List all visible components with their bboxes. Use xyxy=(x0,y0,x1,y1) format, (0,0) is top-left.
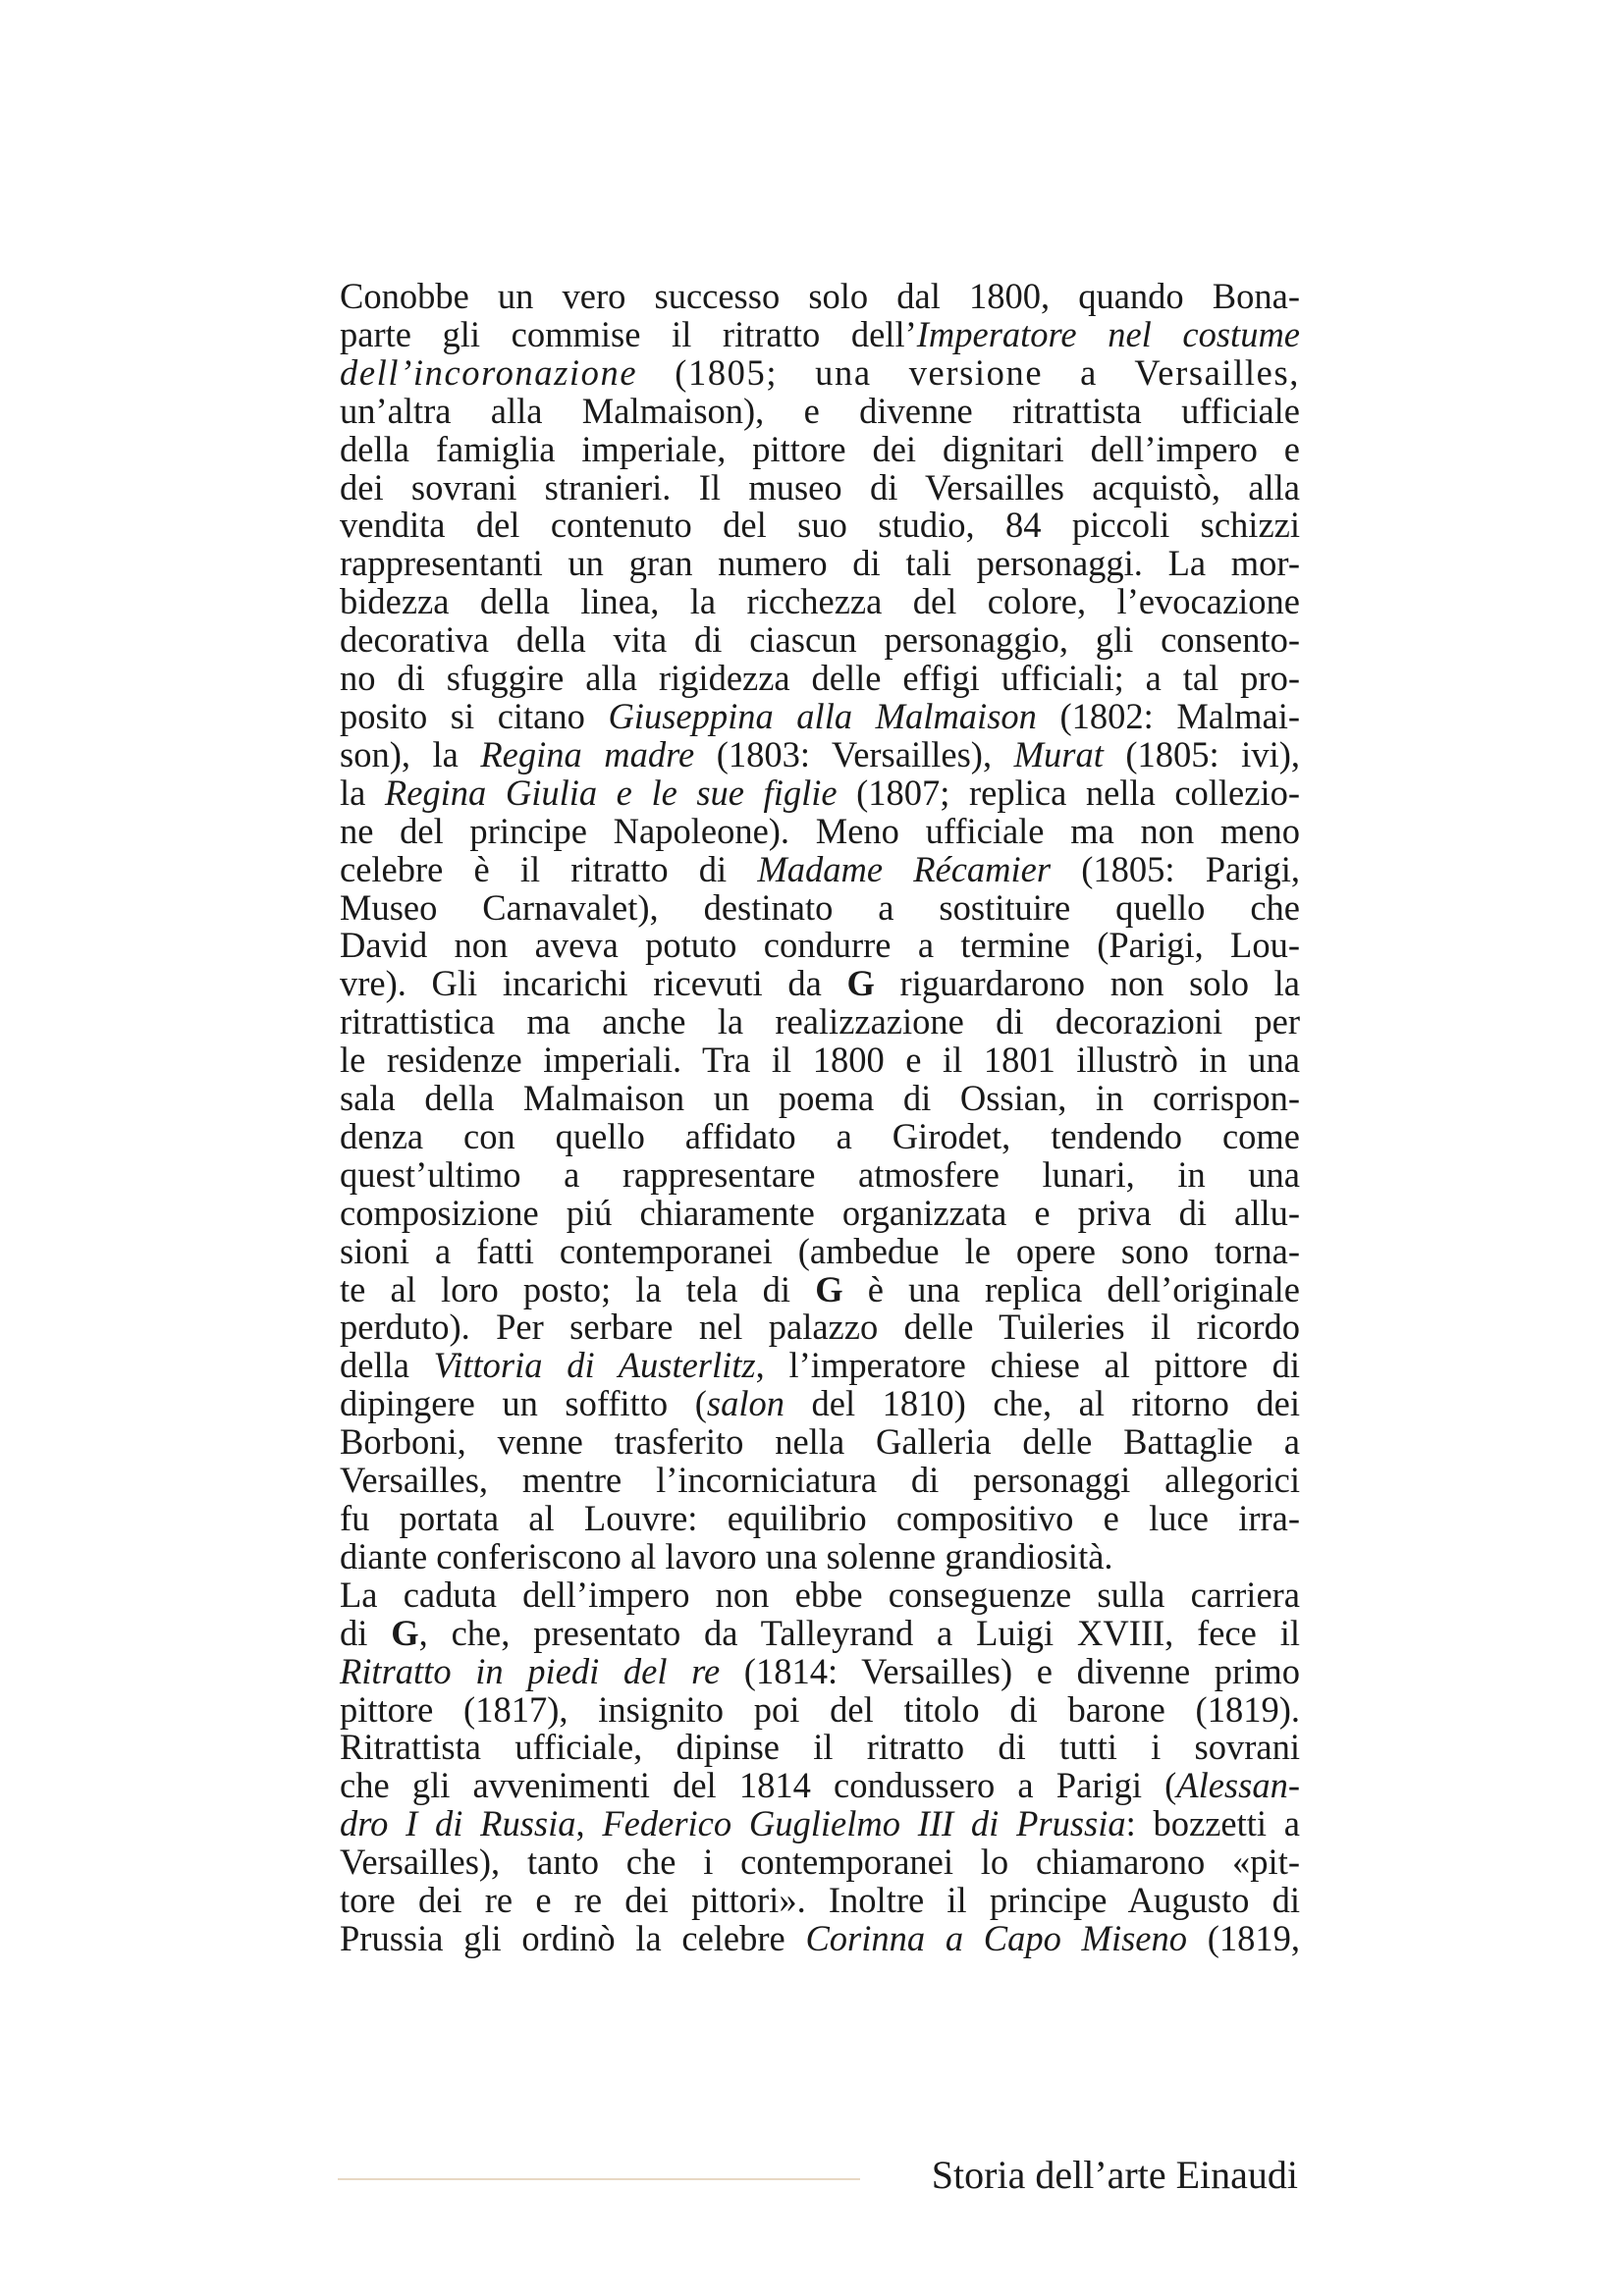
footer-title: Storia dell’arte Einaudi xyxy=(931,2153,1298,2197)
text-run: dipingere un soffitto ( xyxy=(340,1383,707,1424)
text-run: Museo Carnavalet), destinato a sostituire quello che xyxy=(340,886,1300,928)
text-line xyxy=(340,660,1300,698)
text-line xyxy=(340,1230,1300,1271)
italic-title: Murat xyxy=(1013,733,1104,774)
body-text xyxy=(340,278,1300,1958)
text-line xyxy=(340,278,1300,316)
text-run: parte gli commise il ritratto dell’ xyxy=(340,313,917,354)
text-run: del 1810) che, al ritorno dei xyxy=(784,1383,1300,1424)
text-run: son), la xyxy=(340,733,481,774)
text-line xyxy=(340,774,1300,813)
text-line xyxy=(340,1882,1300,1920)
text-line xyxy=(340,965,1300,1003)
text-run: le residenze imperiali. Tra il 1800 e il 1801 illustrò in una xyxy=(340,1040,1300,1081)
text-line xyxy=(340,810,1300,851)
text-line xyxy=(340,313,1301,354)
text-line xyxy=(340,927,1300,965)
text-run: Conobbe un vero successo solo dal 1800, quando Bona- xyxy=(340,276,1300,316)
text-run: pittore (1817), insignito poi del titolo di barone (1819). xyxy=(340,1688,1300,1730)
text-run: riguardarono non solo la xyxy=(874,963,1300,1004)
text-run: perduto). Per serbare nel palazzo delle Tuileries il ricordo xyxy=(340,1307,1300,1348)
text-line xyxy=(340,466,1300,507)
italic-title: Imperatore nel costume xyxy=(916,313,1301,354)
text-run: no di sfuggire alla rigidezza delle effigi ufficiali; a tal pro- xyxy=(340,658,1300,699)
text-run: Versailles, mentre l’incorniciatura di personaggi allegorici xyxy=(340,1460,1300,1501)
text-run: (1814: Versailles) e divenne primo xyxy=(720,1650,1300,1691)
text-line xyxy=(340,428,1300,469)
italic-title: Regina Giulia e le sue figlie xyxy=(384,772,838,813)
text-run: (1805: ivi), xyxy=(1103,733,1300,774)
text-run: tore dei re e re dei pittori». Inoltre il principe Augusto di xyxy=(340,1880,1300,1921)
text-line xyxy=(340,1347,1300,1385)
text-line xyxy=(340,1843,1300,1882)
text-run: , xyxy=(575,1803,603,1844)
bold-initial: G xyxy=(846,963,875,1004)
italic-title: dell’incoronazione xyxy=(340,351,638,393)
text-line xyxy=(340,1003,1300,1041)
text-run: sioni a fatti contemporanei (ambedue le opere sono torna- xyxy=(340,1230,1300,1271)
text-run: vendita del contenuto del suo studio, 84 piccoli schizzi xyxy=(340,505,1300,546)
text-run: David non aveva potuto condurre a termine (Parigi, Lou- xyxy=(340,925,1300,966)
text-line xyxy=(340,1535,1300,1576)
text-line xyxy=(340,1308,1300,1347)
text-run: La caduta dell’impero non ebbe conseguenze sulla carriera xyxy=(340,1574,1300,1615)
text-run: te al loro posto; la tela di xyxy=(340,1268,816,1309)
text-run: la xyxy=(340,772,385,813)
text-line xyxy=(340,1462,1300,1500)
italic-title: Regina madre xyxy=(480,733,695,774)
text-line xyxy=(340,351,1300,393)
text-line xyxy=(340,545,1300,583)
text-line xyxy=(340,1385,1300,1423)
text-run: (1805; una versione a Versailles, xyxy=(637,351,1300,393)
text-run: dei sovrani stranieri. Il museo di Versailles acquistò, alla xyxy=(340,466,1300,507)
text-line xyxy=(340,695,1301,736)
text-line xyxy=(340,1500,1300,1538)
italic-title: Giuseppina alla Malmaison xyxy=(608,695,1037,736)
text-run: (1802: Malmai- xyxy=(1036,695,1301,736)
text-run: Prussia gli ordinò la celebre xyxy=(340,1917,806,1958)
italic-title: salon xyxy=(706,1383,784,1424)
text-line xyxy=(340,1612,1300,1653)
text-run: vre). Gli incarichi ricevuti da xyxy=(340,963,847,1004)
text-run: , che, presentato da Talleyrand a Luigi XVIII, fece il xyxy=(418,1612,1300,1653)
text-run: (1807; replica nella collezio- xyxy=(837,772,1300,813)
bold-initial: G xyxy=(391,1612,419,1653)
text-line xyxy=(340,886,1300,928)
text-line xyxy=(340,507,1300,545)
text-line xyxy=(340,1080,1300,1118)
text-line xyxy=(340,1729,1300,1767)
text-run: celebre è il ritratto di xyxy=(340,848,758,889)
text-run: Ritrattista ufficiale, dipinse il ritratto di tutti i sovrani xyxy=(340,1727,1300,1768)
text-run: fu portata al Louvre: equilibrio compositivo e luce irra- xyxy=(340,1498,1300,1538)
text-run: (1805: Parigi, xyxy=(1051,848,1301,889)
text-run: che gli avvenimenti del 1814 condussero a Parigi ( xyxy=(340,1765,1177,1806)
text-run: bidezza della linea, la ricchezza del colore, l’evocazione xyxy=(340,581,1300,622)
text-line xyxy=(340,1192,1300,1233)
text-line xyxy=(340,1805,1300,1843)
text-run: (1803: Versailles), xyxy=(694,733,1014,774)
text-line xyxy=(340,1650,1300,1691)
text-run: rappresentanti un gran numero di tali personaggi. La mor- xyxy=(340,543,1300,584)
text-line xyxy=(340,1115,1300,1156)
text-run: quest’ultimo a rappresentare atmosfere lunari, in una xyxy=(340,1153,1300,1195)
text-run: Versailles), tanto che i contemporanei lo chiamarono «pit- xyxy=(340,1842,1300,1883)
text-run: un’altra alla Malmaison), e divenne ritrattista ufficiale xyxy=(340,390,1300,431)
text-line xyxy=(340,621,1300,660)
text-run: diante conferiscono al lavoro una solenne grandiosità. xyxy=(340,1535,1113,1576)
text-run: sala della Malmaison un poema di Ossian, in corrispon- xyxy=(340,1078,1300,1119)
text-line xyxy=(340,1041,1300,1080)
text-run: ritrattistica ma anche la realizzazione di decorazioni per xyxy=(340,1001,1300,1042)
text-run: Borboni, venne trasferito nella Galleria delle Battaglie a xyxy=(340,1421,1300,1463)
text-line xyxy=(340,848,1301,889)
text-run: ne del principe Napoleone). Meno ufficiale ma non meno xyxy=(340,810,1300,851)
italic-title: dro I di Russia xyxy=(340,1803,576,1844)
text-run: : bozzetti a xyxy=(1125,1803,1300,1844)
text-line xyxy=(340,1576,1300,1615)
text-run: della famiglia imperiale, pittore dei dignitari dell’impero e xyxy=(340,428,1300,469)
text-run: denza con quello affidato a Girodet, tendendo come xyxy=(340,1115,1300,1156)
footer-rule xyxy=(338,2178,860,2180)
text-run: (1819, xyxy=(1187,1917,1300,1958)
bold-initial: G xyxy=(815,1268,843,1309)
text-line xyxy=(340,1423,1300,1462)
text-line xyxy=(340,1153,1300,1195)
text-line xyxy=(340,1268,1300,1309)
text-line xyxy=(340,1688,1300,1730)
italic-title: Alessan- xyxy=(1176,1765,1300,1806)
text-run: decorativa della vita di ciascun personaggio, gli consento- xyxy=(340,619,1300,661)
text-line xyxy=(340,733,1300,774)
italic-title: Federico Guglielmo III di Prussia xyxy=(602,1803,1126,1844)
text-run: della xyxy=(340,1345,434,1386)
italic-title: Madame Récamier xyxy=(757,848,1052,889)
text-line xyxy=(340,583,1300,621)
text-line xyxy=(340,1917,1300,1958)
italic-title: Vittoria di Austerlitz xyxy=(433,1345,756,1386)
italic-title: Corinna a Capo Miseno xyxy=(805,1917,1188,1958)
text-run: composizione piú chiaramente organizzata e priva di allu- xyxy=(340,1192,1300,1233)
italic-title: Ritratto in piedi del re xyxy=(340,1650,721,1691)
text-run: di xyxy=(340,1612,392,1653)
text-run: , l’imperatore chiese al pittore di xyxy=(755,1345,1300,1386)
text-run: è una replica dell’originale xyxy=(842,1268,1300,1309)
text-run: posito si citano xyxy=(340,695,609,736)
text-line xyxy=(340,1767,1300,1805)
text-line xyxy=(340,390,1300,431)
